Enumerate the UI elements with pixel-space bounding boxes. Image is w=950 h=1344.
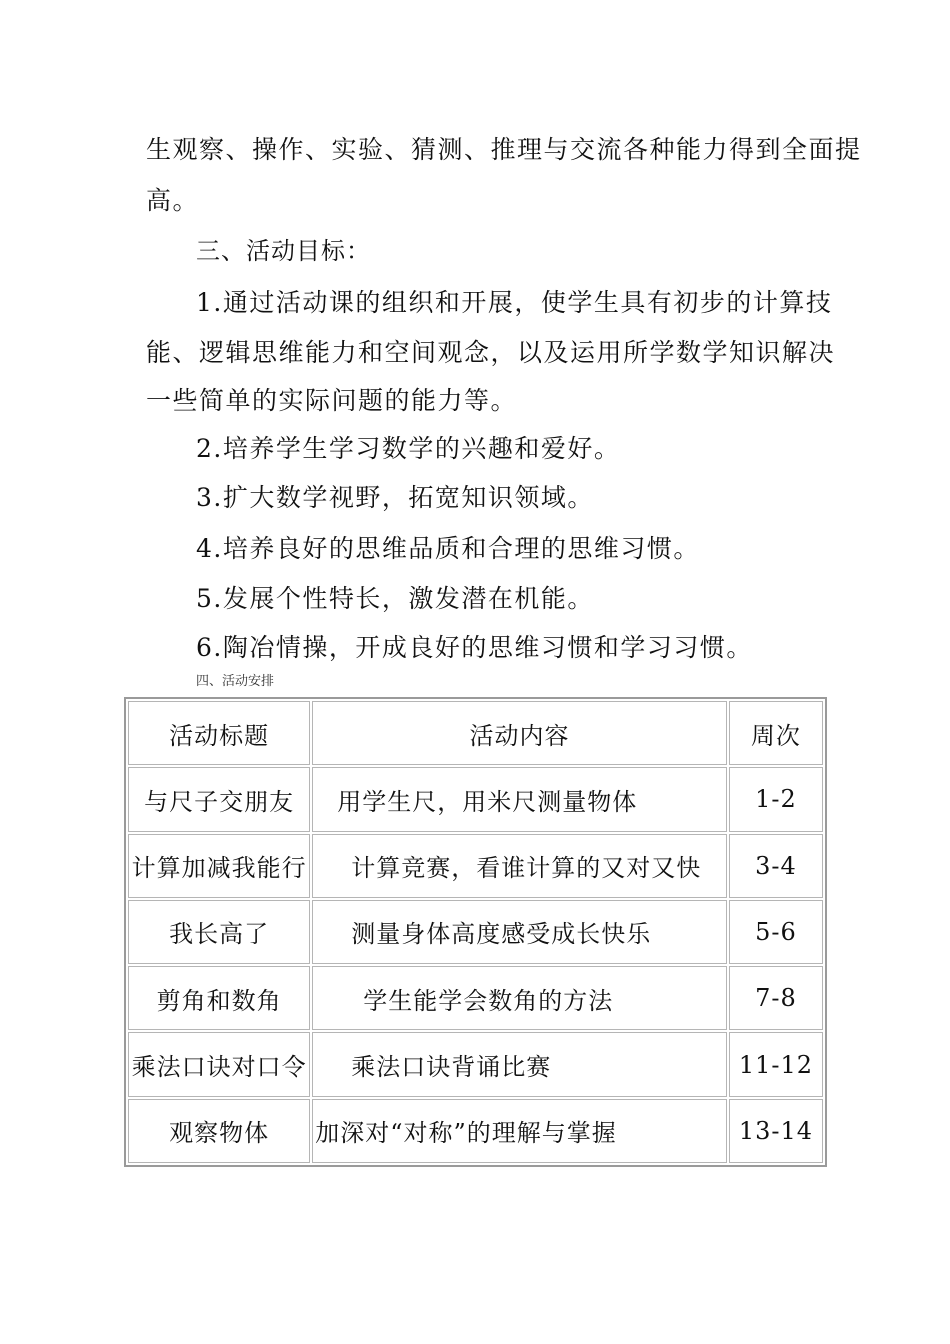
row-week: 13-14 — [729, 1099, 823, 1163]
goal-item-1-line-3: 一些简单的实际问题的能力等。 — [146, 386, 518, 415]
row-content: 乘法口诀背诵比赛 — [312, 1032, 727, 1096]
goal-item-1-line-1: 1.通过活动课的组织和开展，使学生具有初步的计算技 — [196, 288, 833, 317]
table-row — [128, 1099, 823, 1163]
goal-item-1-line-2: 能、逻辑思维能力和空间观念，以及运用所学数学知识解决 — [146, 338, 836, 367]
schedule-heading: 四、活动安排 — [196, 674, 275, 689]
row-week: 5-6 — [729, 900, 823, 964]
header-cell-week: 周次 — [729, 701, 823, 765]
table-row — [128, 767, 823, 831]
goal-item-5: 5.发展个性特长，激发潜在机能。 — [196, 584, 594, 613]
goal-item-4: 4.培养良好的思维品质和合理的思维习惯。 — [196, 534, 700, 563]
goal-item-2: 2.培养学生学习数学的兴趣和爱好。 — [196, 434, 621, 463]
table-row — [128, 834, 823, 898]
row-content: 用学生尺，用米尺测量物体 — [312, 767, 727, 831]
row-title: 观察物体 — [128, 1099, 310, 1163]
row-content: 学生能学会数角的方法 — [312, 966, 727, 1030]
table-row — [128, 1032, 823, 1096]
row-title: 计算加减我能行 — [128, 834, 310, 898]
row-title: 我长高了 — [128, 900, 310, 964]
header-cell-title: 活动标题 — [128, 701, 310, 765]
goal-item-3: 3.扩大数学视野，拓宽知识领域。 — [196, 483, 594, 512]
row-content: 计算竞赛，看谁计算的又对又快 — [312, 834, 727, 898]
row-week: 1-2 — [729, 767, 823, 831]
table-header-row — [128, 701, 823, 765]
table-row — [128, 900, 823, 964]
row-title: 剪角和数角 — [128, 966, 310, 1030]
goals-heading: 三、活动目标： — [196, 237, 371, 265]
intro-line-2: 高。 — [146, 186, 200, 215]
row-content: 加深对“对称”的理解与掌握 — [312, 1099, 727, 1163]
row-week: 11-12 — [729, 1032, 823, 1096]
schedule-table — [124, 697, 827, 1167]
row-title: 乘法口诀对口令 — [128, 1032, 310, 1096]
header-cell-content: 活动内容 — [312, 701, 727, 765]
row-content: 测量身体高度感受成长快乐 — [312, 900, 727, 964]
row-title: 与尺子交朋友 — [128, 767, 310, 831]
row-week: 7-8 — [729, 966, 823, 1030]
table-row — [128, 966, 823, 1030]
intro-line-1: 生观察、操作、实验、猜测、推理与交流各种能力得到全面提 — [146, 135, 862, 164]
row-week: 3-4 — [729, 834, 823, 898]
goal-item-6: 6.陶冶情操，开成良好的思维习惯和学习习惯。 — [196, 633, 753, 662]
